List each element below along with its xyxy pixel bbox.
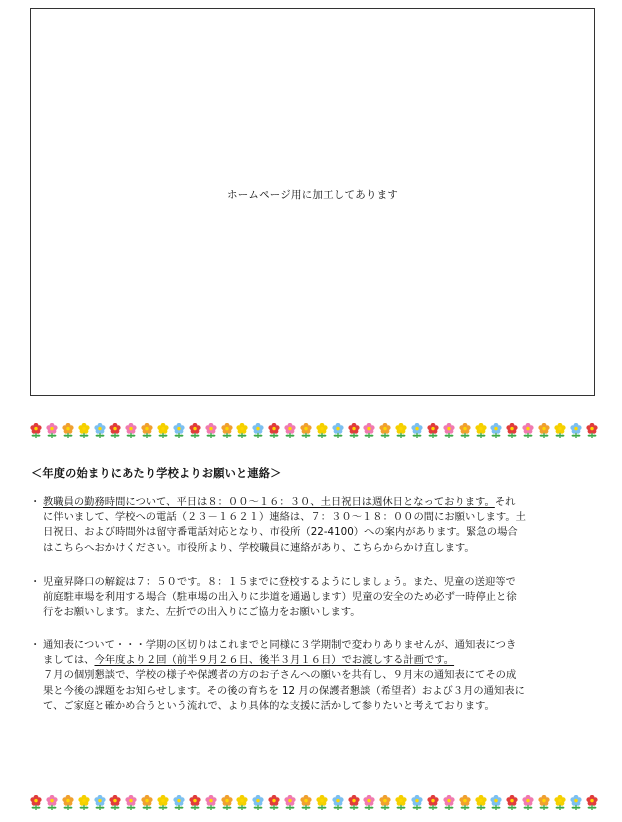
flower-icon	[300, 795, 312, 811]
flower-icon	[205, 795, 217, 811]
flower-icon	[300, 423, 312, 439]
flower-icon	[62, 795, 74, 811]
flower-icon	[252, 795, 264, 811]
flower-icon	[236, 423, 248, 439]
flower-icon	[395, 795, 407, 811]
flower-icon	[459, 423, 471, 439]
notice-line: 日祝日、および時間外は留守番電話対応となり、市役所（22-4100）への案内があります。緊急の場合	[43, 526, 518, 539]
notice-line	[30, 653, 596, 668]
flower-icon	[78, 795, 90, 811]
notice-line: 行をお願いします。また、左折での出入りにご協力をお願いします。	[43, 606, 361, 619]
flower-icon	[221, 795, 233, 811]
notice-report-card	[30, 638, 596, 714]
flower-icon	[141, 423, 153, 439]
flower-icon	[554, 423, 566, 439]
notice-text: 児童昇降口の解錠は７：５０です。８：１５までに登校するようにしましょう。また、児童の送迎等で	[43, 576, 516, 588]
flower-icon	[284, 795, 296, 811]
flower-icon	[490, 795, 502, 811]
flower-border-bottom	[30, 795, 598, 811]
flower-icon	[252, 423, 264, 439]
flower-icon	[109, 795, 121, 811]
flower-icon	[363, 423, 375, 439]
flower-icon	[94, 795, 106, 811]
flower-icon	[554, 795, 566, 811]
flower-icon	[157, 795, 169, 811]
flower-icon	[332, 795, 344, 811]
photo-placeholder	[30, 8, 595, 396]
flower-icon	[586, 423, 598, 439]
flower-icon	[268, 423, 280, 439]
flower-icon	[46, 795, 58, 811]
bullet: ・	[30, 496, 41, 508]
flower-icon	[30, 423, 42, 439]
photo-caption: ホームページ用に加工してあります	[227, 189, 398, 201]
flower-icon	[94, 423, 106, 439]
notice-text-underlined: 教職員の勤務時間について、平日は８：００～１６：３０、土日祝日は週休日となっております。	[43, 496, 495, 508]
notice-text-underlined: 今年度より２回（前半９月２６日、後半３月１６日）でお渡しする計画です。	[94, 654, 455, 667]
notice-line	[30, 638, 596, 653]
flower-icon	[157, 423, 169, 439]
flower-icon	[46, 423, 58, 439]
notice-line: 果と今後の課題をお知らせします。その後の育ちを 12 月の保護者懇談（希望者）および３月の通知表に	[43, 684, 525, 697]
flower-icon	[173, 795, 185, 811]
flower-icon	[427, 795, 439, 811]
flower-icon	[379, 795, 391, 811]
flower-icon	[348, 795, 360, 811]
notice-line	[30, 495, 596, 510]
flower-icon	[443, 795, 455, 811]
bullet: ・	[30, 576, 41, 588]
flower-icon	[268, 795, 280, 811]
flower-icon	[459, 795, 471, 811]
flower-icon	[475, 795, 487, 811]
flower-icon	[78, 423, 90, 439]
flower-icon	[363, 795, 375, 811]
flower-icon	[109, 423, 121, 439]
flower-icon	[538, 795, 550, 811]
notice-line: ７月の個別懇談で、学校の様子や保護者の方のお子さんへの願いを共有し、９月末の通知表にてその成	[43, 669, 517, 682]
flower-icon	[221, 423, 233, 439]
flower-icon	[141, 795, 153, 811]
flower-icon	[506, 423, 518, 439]
flower-icon	[125, 423, 137, 439]
flower-icon	[284, 423, 296, 439]
notice-work-hours	[30, 495, 596, 556]
flower-icon	[522, 795, 534, 811]
notice-line: に伴いまして、学校への電話（２３－１６２１）連絡は、７：３０～１８：００の間にお願いします。土	[43, 511, 526, 524]
section-heading: ＜年度の始まりにあたり学校よりお願いと連絡＞	[31, 467, 282, 480]
notice-entrance	[30, 575, 596, 621]
flower-icon	[189, 423, 201, 439]
flower-icon	[475, 423, 487, 439]
flower-icon	[427, 423, 439, 439]
flower-icon	[490, 423, 502, 439]
notice-line: はこちらへおかけください。市役所より、学校職員に連絡があり、こちらからかけ直します。	[43, 541, 475, 554]
bullet: ・	[30, 639, 41, 651]
flower-icon	[570, 795, 582, 811]
flower-border-top	[30, 423, 598, 439]
flower-icon	[506, 795, 518, 811]
flower-icon	[570, 423, 582, 439]
notice-text: それ	[494, 496, 516, 508]
flower-icon	[236, 795, 248, 811]
flower-icon	[411, 423, 423, 439]
flower-icon	[30, 795, 42, 811]
flower-icon	[411, 795, 423, 811]
notice-line: て、ご家庭と確かめ合うという流れで、より具体的な支援に活かして参りたいと考えております。	[43, 699, 495, 712]
notice-line	[30, 575, 596, 590]
flower-icon	[348, 423, 360, 439]
flower-icon	[395, 423, 407, 439]
notice-text: ましては、	[43, 654, 95, 667]
flower-icon	[443, 423, 455, 439]
flower-icon	[538, 423, 550, 439]
notice-text: 通知表について・・・学期の区切りはこれまでと同様に３学期制で変わりありませんが、通知表につき	[43, 639, 517, 651]
notice-line: 前庭駐車場を利用する場合（駐車場の出入りに歩道を通過します）児童の安全のため必ず一時停止と徐	[43, 591, 517, 604]
flower-icon	[189, 795, 201, 811]
flower-icon	[316, 423, 328, 439]
flower-icon	[173, 423, 185, 439]
flower-icon	[379, 423, 391, 439]
flower-icon	[522, 423, 534, 439]
flower-icon	[62, 423, 74, 439]
flower-icon	[125, 795, 137, 811]
flower-icon	[205, 423, 217, 439]
flower-icon	[332, 423, 344, 439]
flower-icon	[316, 795, 328, 811]
flower-icon	[586, 795, 598, 811]
